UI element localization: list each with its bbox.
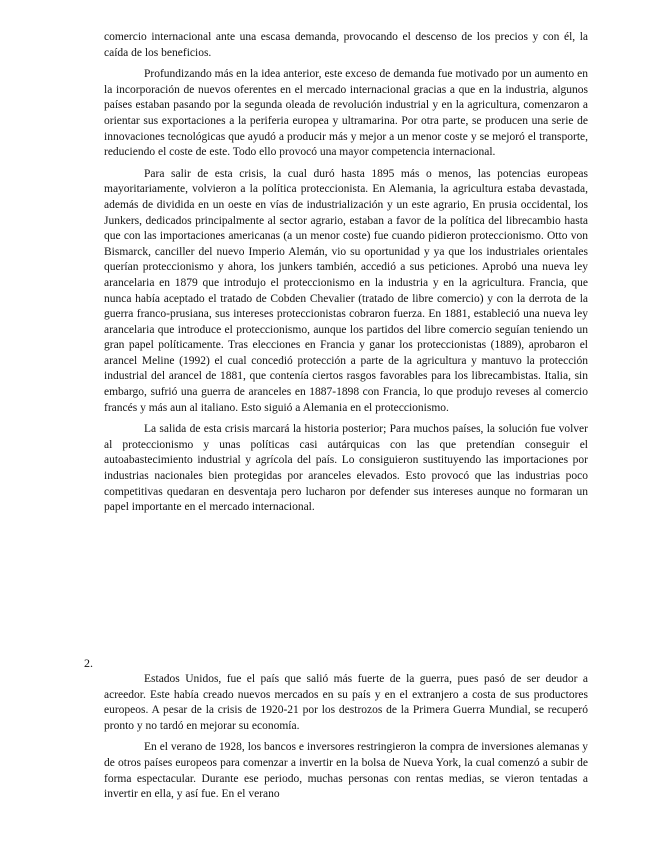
text-section-1 bbox=[104, 30, 588, 516]
section-number: 2. bbox=[84, 656, 93, 670]
paragraph-1: Profundizando más en la idea anterior, este exceso de demanda fue motivado por un aumento en la incorporación de nuevos oferentes en el mercado internacional gracias a que en la industria, algunos países estaban pasando por la segunda oleada de revolución industrial y en la agricultura, comenzaron a orientar sus exportaciones a la periferia europea y ultramarina. Por otra parte, se producen una serie de innovaciones tecnológicas que ayudó a producir más y mejor a un menor coste y se mejoró el transporte, reduciendo el coste de este. Todo ello provocó una mayor competencia internacional. bbox=[104, 68, 588, 159]
paragraph-4: Estados Unidos, fue el país que salió más fuerte de la guerra, pues pasó de ser deudor a acreedor. Este había creado nuevos mercados en su país y en el extranjero a costa de sus productores europeos. A pesar de la crisis de 1920-21 por los destrozos de la Primera Guerra Mundial, se recuperó pronto y no tardó en mejorar su economía. bbox=[104, 673, 588, 732]
paragraph-5: En el verano de 1928, los bancos e inversores restringieron la compra de inversiones alemanas y de otros países europeos para comenzar a invertir en la bolsa de Nueva York, la cual comenzó a subir de forma espectacular. Durante ese periodo, muchas personas con rentas medias, se vieron tentadas a invertir en ella, y así fue. En el verano bbox=[104, 741, 588, 801]
text-section-2 bbox=[104, 672, 588, 803]
paragraph-3: La salida de esta crisis marcará la historia posterior; Para muchos países, la solución fue volver al proteccionismo y unas políticas casi autárquicas con las que pretendían conseguir el autoabastecimiento industrial y agrícola del país. Lo consiguieron sustituyendo las importaciones por industrias nacionales bien protegidas por aranceles elevados. Esto provocó que las industrias poco competitivas quedaran en desventaja pero lucharon por defender sus intereses aunque no formaran un papel importante en el mercado internacional. bbox=[104, 423, 588, 514]
paragraph-2: Para salir de esta crisis, la cual duró hasta 1895 más o menos, las potencias europeas mayoritariamente, volvieron a la política proteccionista. En Alemania, la agricultura estaba devastada, además de dividida en un oeste en vías de industrialización y un este agrario, En prusia occidental, los Junkers, dedicados principalmente al sector agrario, estaban a favor de la política del librecambio hasta que con las importaciones americanas (a un menor coste) fue cuando pidieron proteccionismo. Otto von Bismarck, canciller del nuevo Imperio Alemán, vio su oportunidad y ya que los industriales orientales querían proteccionismo y ahora, los junkers también, accedió a sus peticiones. Aprobó una nueva ley arancelaria en 1879 que introdujo el proteccionismo en la industria y en la agricultura. Francia, que nunca había aceptado el tratado de Cobden Chevalier (tratado de libre comercio) y con la derrota de la guerra franco-prusiana, sus intereses proteccionistas cobraron fuerza. En 1881, estableció una nueva ley arancelaria que introduce el proteccionismo, aunque los partidos del libre comercio seguían teniendo un gran papel políticamente. Tras elecciones en Francia y ganar los proteccionistas (1889), aprobaron el arancel Meline (1992) el cual concedió protección a parte de la agricultura y mantuvo la protección industrial del arancel de 1881, que contenía ciertos rasgos favorables para los librecambistas. Italia, sin embargo, sufrió una guerra de aranceles en 1887-1898 con Francia, lo que produjo reveses al comercio francés y más aun al italiano. Esto siguió a Alemania en el proteccionismo. bbox=[104, 167, 588, 414]
paragraph-0: comercio internacional ante una escasa demanda, provocando el descenso de los precios y con él, la caída de los beneficios. bbox=[104, 31, 588, 59]
